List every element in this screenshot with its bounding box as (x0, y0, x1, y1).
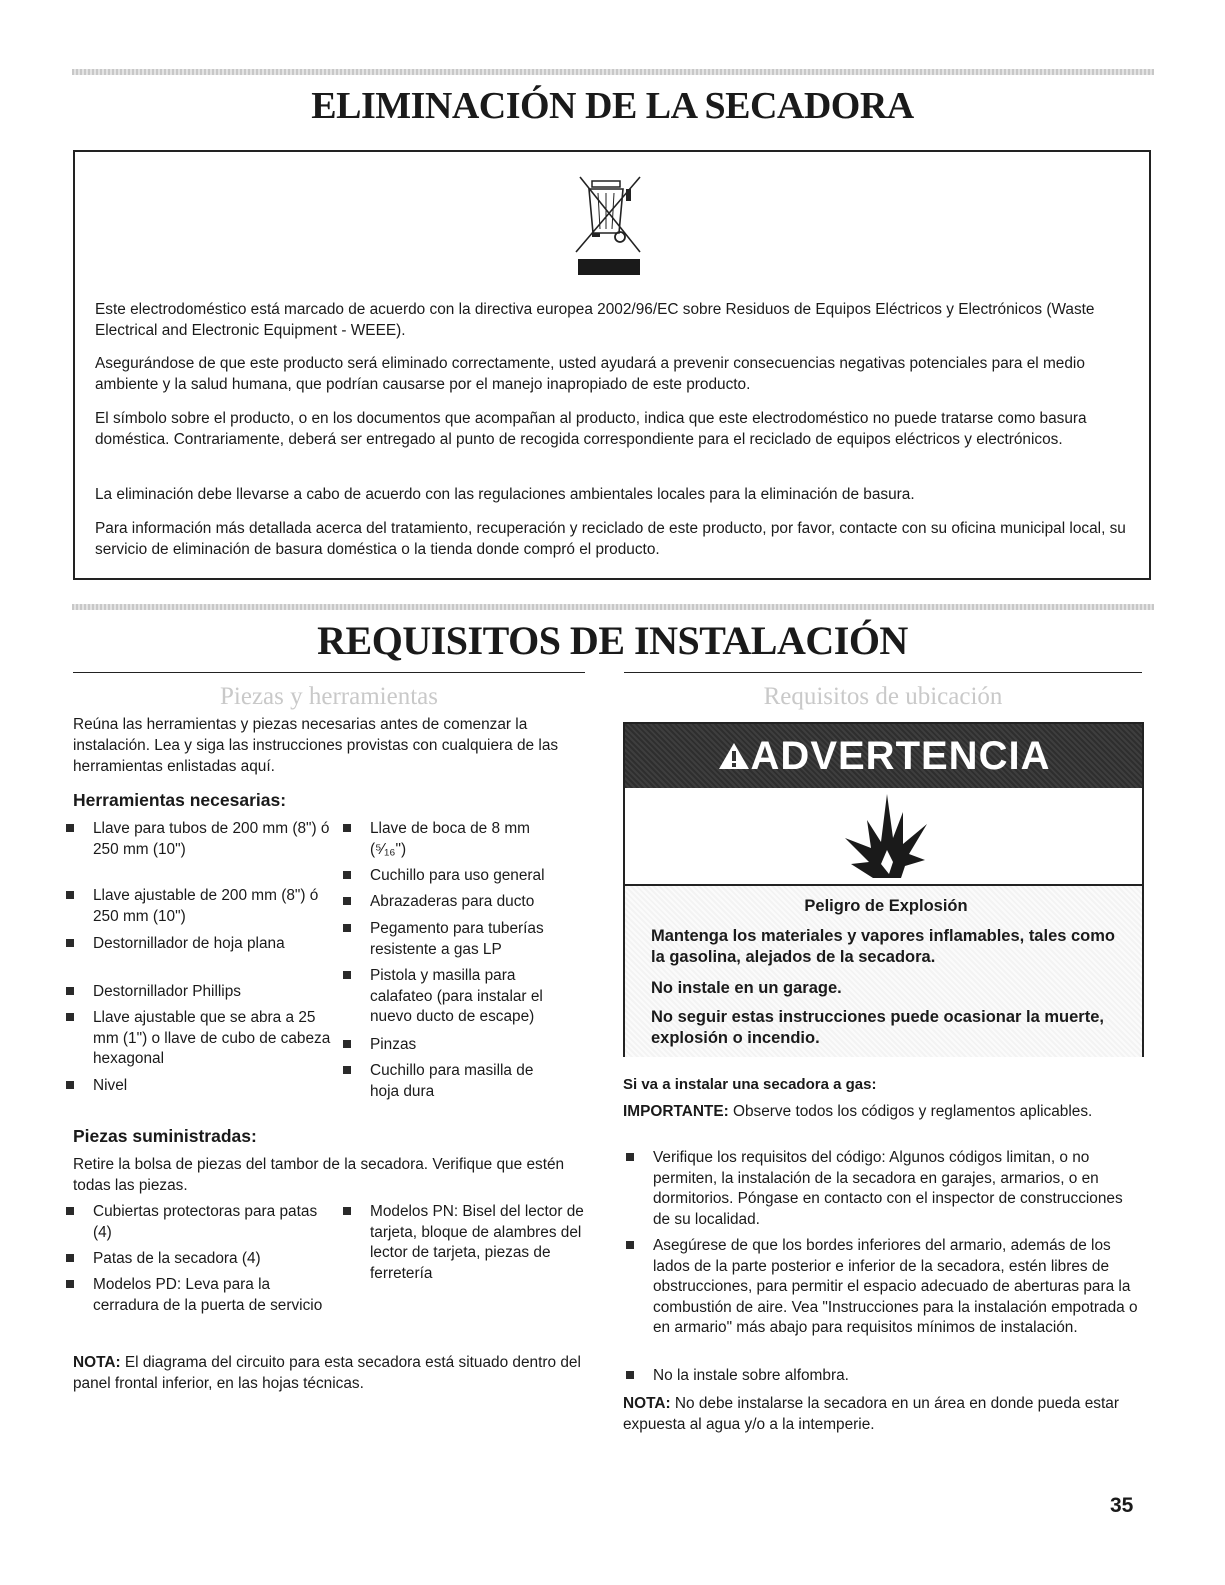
tool-item: Pegamento para tuberías resistente a gas LP (340, 919, 600, 960)
subtitle-requisitos-ubicacion: Requisitos de ubicación (763, 683, 1003, 710)
weee-paragraph-3: El símbolo sobre el producto, o en los documentos que acompañan al producto, indica que este electrodoméstico no puede tratarse como basura doméstica. Contrariamente, deberá ser entregado al punto de recogida correspondiente para el reciclado de equipos eléctricos y electrónicos. (95, 410, 1087, 448)
importante-label: IMPORTANTE: (623, 1103, 729, 1120)
tool-item: Cuchillo para masilla de hoja dura (340, 1061, 560, 1102)
nota-text: El diagrama del circuito para esta secadora está situado dentro del panel frontal inferior, en las hojas técnicas. (73, 1354, 581, 1392)
warning-title-text: ADVERTENCIA (750, 734, 1051, 778)
tool-item: Cuchillo para uso general (340, 866, 610, 887)
part-item: Modelos PN: Bisel del lector de tarjeta, bloque de alambres del lector de tarjeta, piezas de ferretería (340, 1202, 590, 1284)
part-item: Modelos PD: Leva para la cerradura de la puerta de servicio (63, 1275, 323, 1316)
nota-circuit (73, 1352, 593, 1394)
part-item: Patas de la secadora (4) (63, 1249, 333, 1270)
weee-paragraph-2: Asegurándose de que este producto será eliminado correctamente, usted ayudará a prevenir consecuencias negativas potenciales para el medio ambiente y la salud humana, que podrían causarse por el manejo inapropiado de este producto. (95, 355, 1085, 393)
tools-intro: Reúna las herramientas y piezas necesarias antes de comenzar la instalación. Lea y siga las instrucciones provistas con cualquiera de las herramientas enlistadas aquí. (73, 716, 559, 775)
tool-item: Nivel (63, 1076, 333, 1097)
warning-box (623, 722, 1144, 1057)
importante (623, 1101, 1133, 1122)
explosion-icon (843, 790, 929, 880)
warning-line: Mantenga los materiales y vapores inflamables, tales como la gasolina, alejados de la secadora. (651, 927, 1116, 966)
warning-line: No instale en un garage. (651, 979, 842, 997)
location-item: No la instale sobre alfombra. (623, 1366, 1141, 1387)
weee-paragraph-5: Para información más detallada acerca del tratamiento, recuperación y reciclado de este producto, por favor, contacte con su oficina municipal local, su servicio de eliminación de basura doméstica o la tienda donde compró el producto. (95, 520, 1126, 558)
middle-divider (72, 604, 1154, 610)
warning-title (625, 734, 1142, 779)
warning-danger: Peligro de Explosión (804, 897, 968, 915)
right-column-rule (624, 672, 1142, 673)
gas-heading: Si va a instalar una secadora a gas: (623, 1076, 877, 1093)
tool-item: Llave ajustable que se abra a 25 mm (1") o llave de cubo de cabeza hexagonal (63, 1008, 343, 1070)
location-item: Verifique los requisitos del código: Algunos códigos limitan, o no permiten, la instalación de la secadora en garajes, armarios, o en dormitorios. Póngase en contacto con el inspector de construcciones de su localidad. (623, 1148, 1141, 1230)
tool-item: Destornillador de hoja plana (63, 934, 293, 955)
parts-intro: Retire la bolsa de piezas del tambor de la secadora. Verifique que estén todas las piezas. (73, 1156, 565, 1194)
tool-item: Llave para tubos de 200 mm (8") ó 250 mm (10") (63, 819, 333, 860)
page-number: 35 (1110, 1494, 1134, 1517)
location-item: Asegúrese de que los bordes inferiores del armario, además de los lados de la parte posterior e inferior de la secadora, estén libres de obstrucciones, para permitir el espacio adecuado de aberturas para la combustión de aire. Vea "Instrucciones para la instalación empotrada o en armario" más abajo para requisitos mínimos de instalación. (623, 1236, 1141, 1339)
tool-item: Pinzas (340, 1035, 570, 1056)
weee-paragraph-4: La eliminación debe llevarse a cabo de acuerdo con las regulaciones ambientales locales para la eliminación de basura. (95, 486, 915, 503)
nota-intemperie (623, 1393, 1123, 1435)
weee-paragraph-1: Este electrodoméstico está marcado de acuerdo con la directiva europea 2002/96/EC sobre Residuos de Equipos Eléctricos y Electrónicos (Waste Electrical and Electronic Equipment - WEEE). (95, 301, 1095, 339)
weee-crossed-bin-icon (562, 167, 654, 267)
tool-item: Llave ajustable de 200 mm (8") ó 250 mm (10") (63, 886, 343, 927)
tool-item: Llave de boca de 8 mm (⁵⁄₁₆") (340, 819, 570, 860)
tool-item: Abrazaderas para ducto (340, 892, 610, 913)
subtitle-piezas-herramientas: Piezas y herramientas (220, 683, 438, 710)
top-divider (72, 69, 1154, 75)
warning-line: No seguir estas instrucciones puede ocasionar la muerte, explosión o incendio. (651, 1008, 1104, 1047)
nota-text-right: No debe instalarse la secadora en un área en donde pueda estar expuesta al agua y/o a la intemperie. (623, 1395, 1119, 1433)
left-column-rule (73, 672, 585, 673)
section-title-requisitos: REQUISITOS DE INSTALACIÓN (317, 618, 908, 663)
weee-marking-bar (578, 259, 640, 275)
section-title-eliminacion: ELIMINACIÓN DE LA SECADORA (311, 85, 914, 127)
nota-label-right: NOTA: (623, 1395, 671, 1412)
nota-label: NOTA: (73, 1354, 121, 1371)
part-item: Cubiertas protectoras para patas (4) (63, 1202, 323, 1243)
warning-triangle-icon (717, 741, 751, 771)
tool-item: Pistola y masilla para calafateo (para instalar el nuevo ducto de escape) (340, 966, 580, 1028)
tools-heading: Herramientas necesarias: (73, 790, 287, 810)
tool-item: Destornillador Phillips (63, 982, 333, 1003)
importante-text: Observe todos los códigos y reglamentos aplicables. (728, 1103, 1093, 1120)
parts-heading: Piezas suministradas: (73, 1126, 257, 1146)
